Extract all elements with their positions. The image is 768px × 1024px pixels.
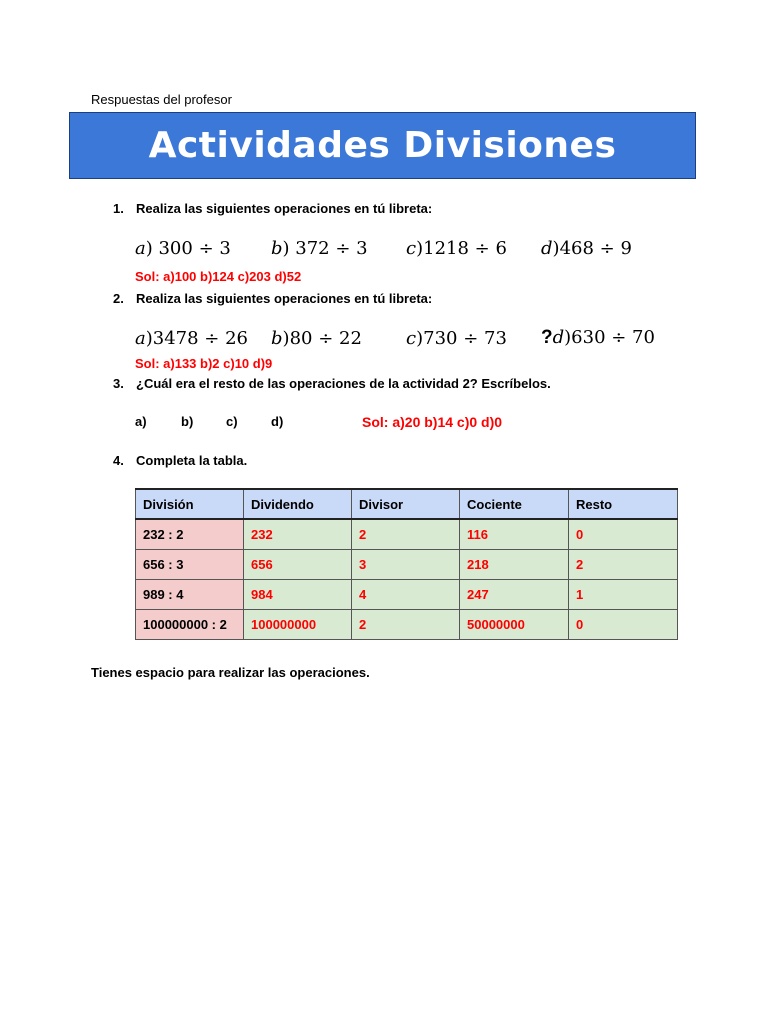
header-division: División (136, 489, 244, 519)
cell-resto: 2 (569, 549, 678, 579)
cell-cociente: 116 (460, 519, 569, 549)
q1-op-d-letter: d (541, 238, 553, 259)
cell-divisor: 4 (352, 579, 460, 609)
q1-op-d: d)468 ÷ 9 (541, 238, 632, 259)
q1-op-d-expr: 468 ÷ 9 (559, 238, 632, 259)
question-4-number: 4. (113, 453, 124, 468)
cell-dividendo: 656 (244, 549, 352, 579)
q2-op-a-expr: 3478 ÷ 26 (152, 328, 249, 349)
page-title: Actividades Divisiones (148, 125, 617, 166)
cell-dividendo: 984 (244, 579, 352, 609)
footer-note: Tienes espacio para realizar las operaciones. (91, 665, 370, 680)
q3-solution: Sol: a)20 b)14 c)0 d)0 (362, 414, 503, 430)
q2-op-b-letter: b (271, 328, 283, 349)
q2-op-b: b)80 ÷ 22 (271, 328, 362, 349)
cell-division: 989 : 4 (136, 579, 244, 609)
question-2-text: Realiza las siguientes operaciones en tú libreta: (136, 291, 433, 306)
cell-divisor: 3 (352, 549, 460, 579)
q2-op-b-expr: 80 ÷ 22 (289, 328, 362, 349)
question-1-text: Realiza las siguientes operaciones en tú libreta: (136, 201, 433, 216)
title-banner (69, 112, 696, 179)
q3-option-d: d) (271, 414, 284, 429)
q2-solution: Sol: a)133 b)2 c)10 d)9 (135, 356, 273, 371)
cell-divisor: 2 (352, 609, 460, 639)
q2-op-a-letter: a (135, 328, 146, 349)
table-header-row (136, 489, 678, 519)
q1-op-c: c)1218 ÷ 6 (406, 238, 507, 259)
q1-solution: Sol: a)100 b)124 c)203 d)52 (135, 269, 302, 284)
cell-division: 100000000 : 2 (136, 609, 244, 639)
q1-op-a-letter: a (135, 238, 146, 259)
q2-op-c-letter: c (406, 328, 417, 349)
q1-op-b-letter: b (271, 238, 283, 259)
question-1-number: 1. (113, 201, 124, 216)
question-3-number: 3. (113, 376, 124, 391)
q2-op-a: a)3478 ÷ 26 (135, 328, 249, 349)
cell-division: 232 : 2 (136, 519, 244, 549)
cell-division: 656 : 3 (136, 549, 244, 579)
table-row (136, 579, 678, 609)
cell-resto: 1 (569, 579, 678, 609)
division-table (135, 488, 678, 640)
q1-op-c-expr: 1218 ÷ 6 (423, 238, 507, 259)
q2-op-d: ?d)630 ÷ 70 (541, 327, 655, 348)
q2-op-c: c)730 ÷ 73 (406, 328, 507, 349)
q2-op-d-letter: d (552, 327, 565, 348)
q3-option-b: b) (181, 414, 194, 429)
cell-cociente: 247 (460, 579, 569, 609)
header-divisor: Divisor (352, 489, 460, 519)
table-row (136, 549, 678, 579)
q1-op-b-expr: 372 ÷ 3 (295, 238, 368, 259)
header-cociente: Cociente (460, 489, 569, 519)
table-row (136, 609, 678, 639)
q1-op-b: b) 372 ÷ 3 (271, 238, 368, 259)
question-4-text: Completa la tabla. (136, 453, 248, 468)
q2-op-d-expr: 630 ÷ 70 (571, 327, 655, 348)
cell-dividendo: 100000000 (244, 609, 352, 639)
header-note: Respuestas del profesor (91, 92, 232, 107)
q1-op-a-expr: 300 ÷ 3 (158, 238, 231, 259)
q1-op-a: a) 300 ÷ 3 (135, 238, 231, 259)
header-resto: Resto (569, 489, 678, 519)
cell-resto: 0 (569, 609, 678, 639)
q3-option-a: a) (135, 414, 147, 429)
header-dividendo: Dividendo (244, 489, 352, 519)
cell-cociente: 218 (460, 549, 569, 579)
question-2-number: 2. (113, 291, 124, 306)
table-row (136, 519, 678, 549)
q2-op-c-expr: 730 ÷ 73 (423, 328, 507, 349)
question-3-text: ¿Cuál era el resto de las operaciones de la actividad 2? Escríbelos. (136, 376, 551, 391)
cell-divisor: 2 (352, 519, 460, 549)
cell-cociente: 50000000 (460, 609, 569, 639)
cell-resto: 0 (569, 519, 678, 549)
question-mark-glyph: ? (541, 327, 553, 348)
q1-op-c-letter: c (406, 238, 417, 259)
cell-dividendo: 232 (244, 519, 352, 549)
q3-option-c: c) (226, 414, 238, 429)
